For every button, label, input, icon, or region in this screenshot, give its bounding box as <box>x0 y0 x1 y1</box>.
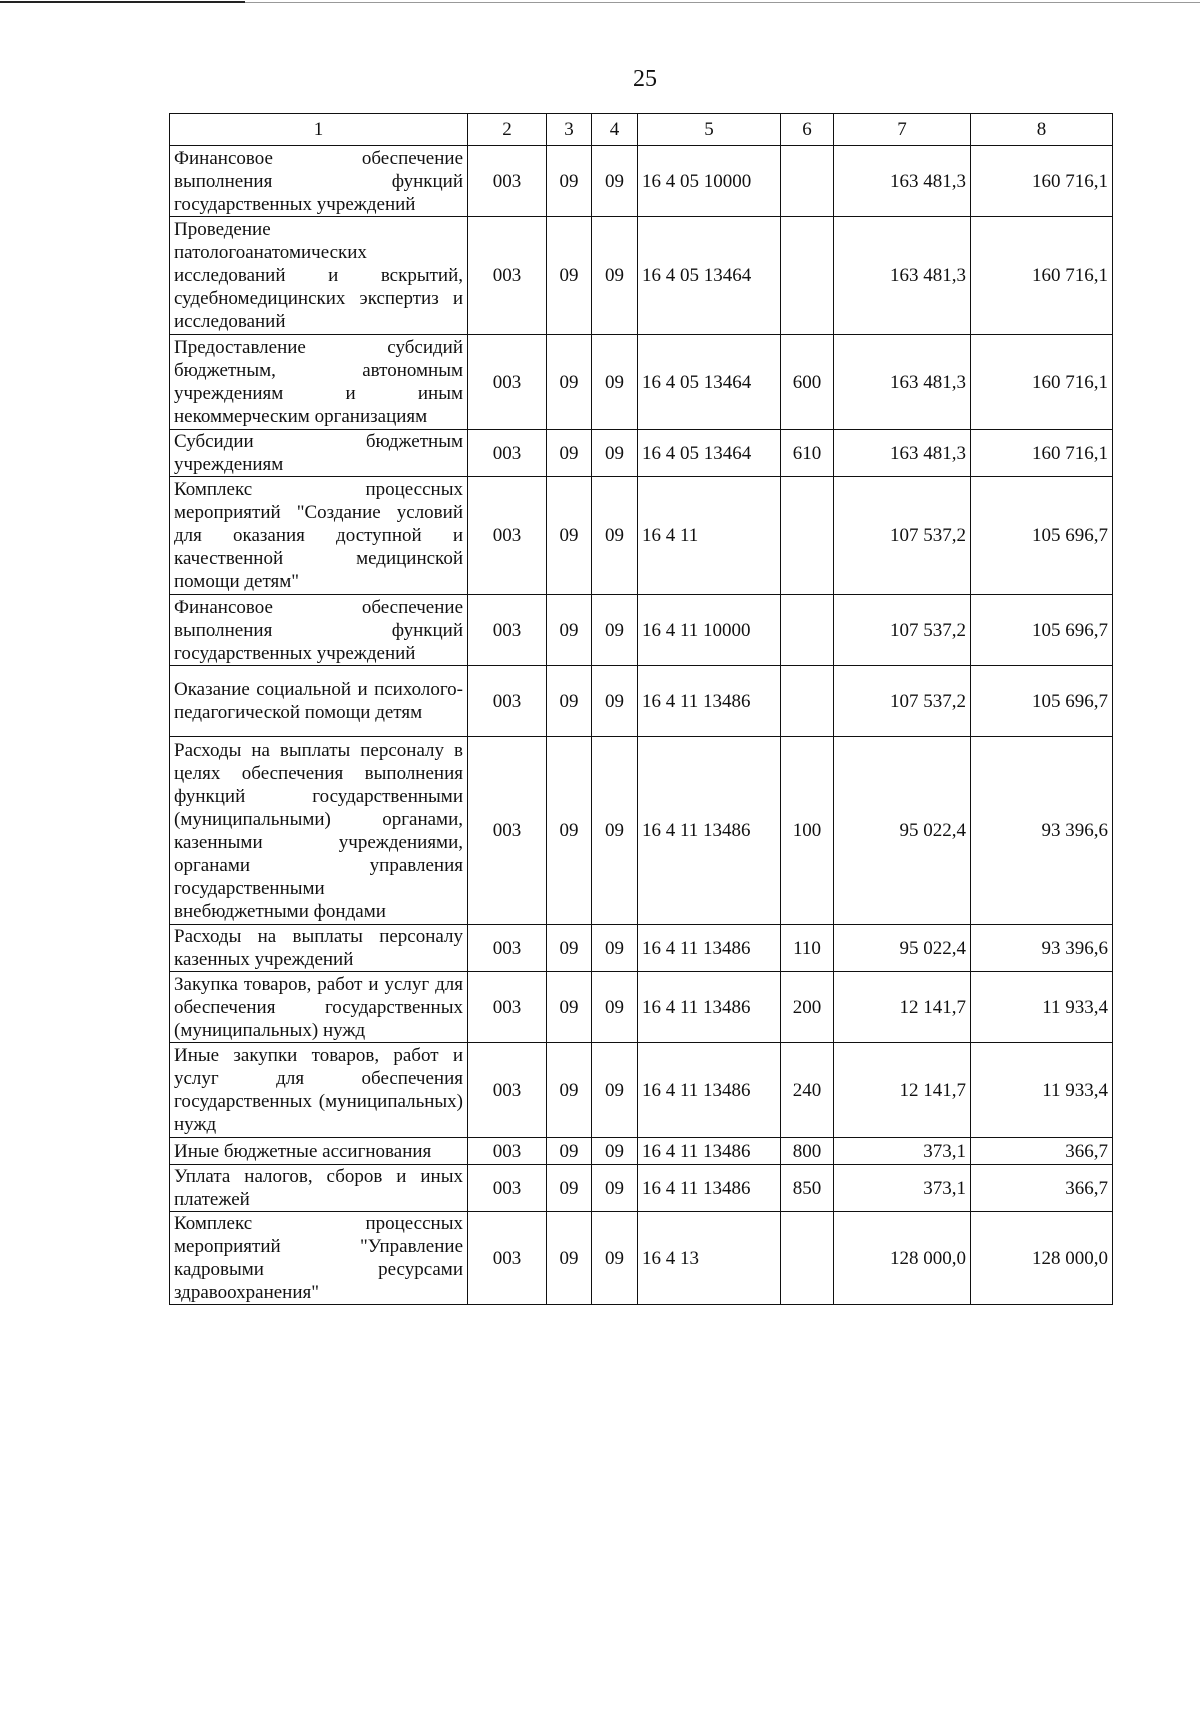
column-header: 6 <box>781 114 834 146</box>
cell-expense-type <box>781 666 834 737</box>
cell-expense-type <box>781 217 834 335</box>
table-row <box>170 430 1113 477</box>
cell-target-article: 16 4 11 13486 <box>638 1043 781 1138</box>
cell-expense-type: 110 <box>781 925 834 972</box>
cell-amount-year-2: 105 696,7 <box>971 595 1113 666</box>
row-name: Финансовое обеспечение выполнения функций государственных учреждений <box>170 595 468 666</box>
cell-ministry-code: 003 <box>468 595 547 666</box>
cell-subsection: 09 <box>592 1138 638 1165</box>
cell-amount-year-1: 128 000,0 <box>834 1212 971 1305</box>
cell-target-article: 16 4 11 <box>638 477 781 595</box>
table-row <box>170 1043 1113 1138</box>
cell-amount-year-2: 11 933,4 <box>971 1043 1113 1138</box>
cell-amount-year-1: 107 537,2 <box>834 477 971 595</box>
row-name: Комплекс процессных мероприятий "Создание условий для оказания доступной и качественной медицинской помощи детям" <box>170 477 468 595</box>
cell-ministry-code: 003 <box>468 1138 547 1165</box>
cell-ministry-code: 003 <box>468 1212 547 1305</box>
cell-expense-type: 850 <box>781 1165 834 1212</box>
cell-amount-year-2: 160 716,1 <box>971 217 1113 335</box>
cell-ministry-code: 003 <box>468 925 547 972</box>
column-header: 5 <box>638 114 781 146</box>
cell-amount-year-2: 128 000,0 <box>971 1212 1113 1305</box>
cell-ministry-code: 003 <box>468 1043 547 1138</box>
cell-target-article: 16 4 05 13464 <box>638 217 781 335</box>
row-name: Проведение патологоанатомических исследований и вскрытий, судебномедицинских экспертиз и исследований <box>170 217 468 335</box>
cell-section: 09 <box>547 430 592 477</box>
cell-ministry-code: 003 <box>468 335 547 430</box>
cell-subsection: 09 <box>592 737 638 925</box>
cell-subsection: 09 <box>592 972 638 1043</box>
cell-section: 09 <box>547 595 592 666</box>
cell-section: 09 <box>547 1212 592 1305</box>
cell-amount-year-1: 95 022,4 <box>834 737 971 925</box>
cell-amount-year-2: 160 716,1 <box>971 430 1113 477</box>
table-row <box>170 972 1113 1043</box>
cell-section: 09 <box>547 335 592 430</box>
table-row <box>170 477 1113 595</box>
cell-ministry-code: 003 <box>468 146 547 217</box>
column-header: 8 <box>971 114 1113 146</box>
cell-expense-type <box>781 595 834 666</box>
cell-amount-year-1: 373,1 <box>834 1138 971 1165</box>
cell-amount-year-1: 12 141,7 <box>834 972 971 1043</box>
cell-expense-type: 600 <box>781 335 834 430</box>
cell-target-article: 16 4 11 10000 <box>638 595 781 666</box>
cell-target-article: 16 4 05 10000 <box>638 146 781 217</box>
top-border-line <box>0 0 1200 8</box>
cell-section: 09 <box>547 972 592 1043</box>
cell-amount-year-1: 12 141,7 <box>834 1043 971 1138</box>
row-name: Иные бюджетные ассигнования <box>170 1138 468 1165</box>
cell-ministry-code: 003 <box>468 972 547 1043</box>
cell-expense-type: 800 <box>781 1138 834 1165</box>
cell-expense-type: 610 <box>781 430 834 477</box>
cell-section: 09 <box>547 1043 592 1138</box>
table-row <box>170 335 1113 430</box>
table-row <box>170 217 1113 335</box>
column-header: 3 <box>547 114 592 146</box>
row-name: Комплекс процессных мероприятий "Управление кадровыми ресурсами здравоохранения" <box>170 1212 468 1305</box>
cell-target-article: 16 4 11 13486 <box>638 1165 781 1212</box>
cell-amount-year-1: 163 481,3 <box>834 217 971 335</box>
cell-amount-year-1: 107 537,2 <box>834 595 971 666</box>
cell-subsection: 09 <box>592 1043 638 1138</box>
cell-amount-year-2: 366,7 <box>971 1138 1113 1165</box>
cell-subsection: 09 <box>592 666 638 737</box>
row-name: Закупка товаров, работ и услуг для обеспечения государственных (муниципальных) нужд <box>170 972 468 1043</box>
cell-ministry-code: 003 <box>468 1165 547 1212</box>
cell-expense-type <box>781 146 834 217</box>
cell-expense-type <box>781 1212 834 1305</box>
cell-amount-year-2: 93 396,6 <box>971 925 1113 972</box>
cell-target-article: 16 4 11 13486 <box>638 1138 781 1165</box>
cell-subsection: 09 <box>592 1212 638 1305</box>
cell-amount-year-2: 105 696,7 <box>971 477 1113 595</box>
table-row <box>170 595 1113 666</box>
cell-subsection: 09 <box>592 217 638 335</box>
cell-section: 09 <box>547 146 592 217</box>
row-name: Предоставление субсидий бюджетным, автономным учреждениям и иным некоммерческим организациям <box>170 335 468 430</box>
cell-subsection: 09 <box>592 1165 638 1212</box>
budget-table <box>169 113 1113 1305</box>
cell-section: 09 <box>547 217 592 335</box>
column-header: 1 <box>170 114 468 146</box>
cell-subsection: 09 <box>592 925 638 972</box>
table-row <box>170 146 1113 217</box>
table-row <box>170 1138 1113 1165</box>
column-header: 7 <box>834 114 971 146</box>
cell-ministry-code: 003 <box>468 430 547 477</box>
cell-target-article: 16 4 11 13486 <box>638 925 781 972</box>
cell-amount-year-1: 163 481,3 <box>834 146 971 217</box>
cell-section: 09 <box>547 477 592 595</box>
cell-section: 09 <box>547 666 592 737</box>
row-name: Иные закупки товаров, работ и услуг для обеспечения государственных (муниципальных) нужд <box>170 1043 468 1138</box>
row-name: Расходы на выплаты персоналу в целях обеспечения выполнения функций государственными (муниципальными) органами, казенными учреждениями, органами управления государственными внебюджетными фондами <box>170 737 468 925</box>
cell-target-article: 16 4 11 13486 <box>638 666 781 737</box>
cell-subsection: 09 <box>592 477 638 595</box>
cell-target-article: 16 4 13 <box>638 1212 781 1305</box>
table-row <box>170 666 1113 737</box>
cell-amount-year-1: 373,1 <box>834 1165 971 1212</box>
row-name: Оказание социальной и психолого-педагогической помощи детям <box>170 666 468 737</box>
row-name: Финансовое обеспечение выполнения функций государственных учреждений <box>170 146 468 217</box>
cell-amount-year-2: 366,7 <box>971 1165 1113 1212</box>
column-header: 2 <box>468 114 547 146</box>
cell-expense-type: 100 <box>781 737 834 925</box>
cell-subsection: 09 <box>592 430 638 477</box>
cell-amount-year-2: 160 716,1 <box>971 335 1113 430</box>
cell-amount-year-1: 107 537,2 <box>834 666 971 737</box>
cell-expense-type: 240 <box>781 1043 834 1138</box>
cell-target-article: 16 4 11 13486 <box>638 972 781 1043</box>
row-name: Расходы на выплаты персоналу казенных учреждений <box>170 925 468 972</box>
cell-ministry-code: 003 <box>468 477 547 595</box>
table-row <box>170 1165 1113 1212</box>
header-row <box>170 114 1113 146</box>
cell-section: 09 <box>547 737 592 925</box>
cell-target-article: 16 4 05 13464 <box>638 430 781 477</box>
cell-ministry-code: 003 <box>468 737 547 925</box>
cell-ministry-code: 003 <box>468 666 547 737</box>
cell-expense-type <box>781 477 834 595</box>
cell-section: 09 <box>547 1165 592 1212</box>
cell-amount-year-2: 160 716,1 <box>971 146 1113 217</box>
cell-section: 09 <box>547 1138 592 1165</box>
table-row <box>170 925 1113 972</box>
cell-amount-year-2: 105 696,7 <box>971 666 1113 737</box>
cell-ministry-code: 003 <box>468 217 547 335</box>
table-row <box>170 737 1113 925</box>
cell-section: 09 <box>547 925 592 972</box>
cell-amount-year-2: 11 933,4 <box>971 972 1113 1043</box>
table-row <box>170 1212 1113 1305</box>
cell-target-article: 16 4 11 13486 <box>638 737 781 925</box>
cell-expense-type: 200 <box>781 972 834 1043</box>
row-name: Субсидии бюджетным учреждениям <box>170 430 468 477</box>
cell-subsection: 09 <box>592 335 638 430</box>
cell-amount-year-1: 163 481,3 <box>834 430 971 477</box>
cell-subsection: 09 <box>592 146 638 217</box>
cell-target-article: 16 4 05 13464 <box>638 335 781 430</box>
column-header: 4 <box>592 114 638 146</box>
page-number: 25 <box>633 66 657 92</box>
row-name: Уплата налогов, сборов и иных платежей <box>170 1165 468 1212</box>
cell-subsection: 09 <box>592 595 638 666</box>
cell-amount-year-1: 163 481,3 <box>834 335 971 430</box>
cell-amount-year-1: 95 022,4 <box>834 925 971 972</box>
cell-amount-year-2: 93 396,6 <box>971 737 1113 925</box>
